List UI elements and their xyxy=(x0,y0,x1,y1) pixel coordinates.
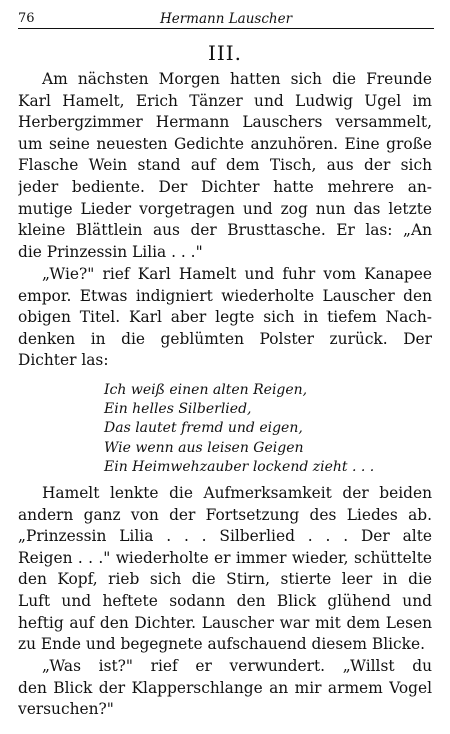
text-line: Flasche Wein stand auf dem Tisch, aus der sich xyxy=(18,156,432,175)
text-line: Dichter las: xyxy=(18,351,109,370)
page-number: 76 xyxy=(18,11,35,26)
text-line: die Prinzessin Lilia . . ." xyxy=(18,242,203,261)
text-line: Reigen . . ." wiederholte er immer wieder, schüttelte xyxy=(18,548,432,567)
text-line: Luft und heftete sodann den Blick glühend und xyxy=(18,591,432,610)
text-line: empor. Etwas indigniert wiederholte Lauscher den xyxy=(18,286,432,305)
text-line: kleine Blättlein aus der Brusttasche. Er las: „An xyxy=(18,221,432,240)
paragraph-4 xyxy=(18,656,432,721)
text-line: mutige Lieder vorgetragen und zog nun das letzte xyxy=(18,199,432,218)
text-line: „Wie?" rief Karl Hamelt und fuhr vom Kanapee xyxy=(42,265,432,283)
chapter-heading: III. xyxy=(207,41,243,65)
text-line: jeder bediente. Der Dichter hatte mehrere an- xyxy=(18,177,432,196)
poem-line: Wie wenn aus leisen Geigen xyxy=(104,439,304,456)
text-line: „Prinzessin Lilia . . . Silberlied . . . Der alte xyxy=(18,527,432,546)
poem-stanza xyxy=(104,381,374,477)
text-line: heftig auf den Dichter. Lauscher war mit dem Lesen xyxy=(18,613,432,632)
text-line: Karl Hamelt, Erich Tänzer und Ludwig Ugel im xyxy=(18,91,432,110)
text-line: Am nächsten Morgen hatten sich die Freunde xyxy=(42,70,432,88)
poem-line: Das lautet fremd und eigen, xyxy=(104,420,303,437)
paragraph-3 xyxy=(18,483,432,656)
running-title: Hermann Lauscher xyxy=(159,11,293,27)
text-line: um seine neuesten Gedichte anzuhören. Eine große xyxy=(18,134,432,153)
poem-line: Ich weiß einen alten Reigen, xyxy=(104,382,308,398)
poem-line: Ein Heimwehzauber lockend zieht . . . xyxy=(104,458,375,475)
text-line: obigen Titel. Karl aber legte sich in tiefem Nach- xyxy=(18,308,432,327)
running-head xyxy=(18,6,434,29)
poem-line: Ein helles Silberlied, xyxy=(104,401,252,418)
text-line: Hamelt lenkte die Aufmerksamkeit der beiden xyxy=(42,484,432,502)
paragraph-2 xyxy=(18,264,432,372)
text-line: „Was ist?" rief er verwundert. „Willst du xyxy=(42,657,432,675)
text-line: denken in die geblümten Polster zurück. Der xyxy=(18,329,432,348)
text-line: andern ganz von der Fortsetzung des Liedes ab. xyxy=(18,505,432,524)
paragraph-1 xyxy=(18,69,432,263)
text-line: zu Ende und begegnete aufschauend diesem Blicke. xyxy=(18,635,426,654)
text-line: versuchen?" xyxy=(18,700,114,719)
text-line: den Kopf, rieb sich die Stirn, stierte leer in die xyxy=(18,570,432,589)
text-line: den Blick der Klapperschlange an mir armem Vogel xyxy=(18,678,432,697)
text-line: Herbergzimmer Hermann Lauschers versammelt, xyxy=(18,113,432,132)
